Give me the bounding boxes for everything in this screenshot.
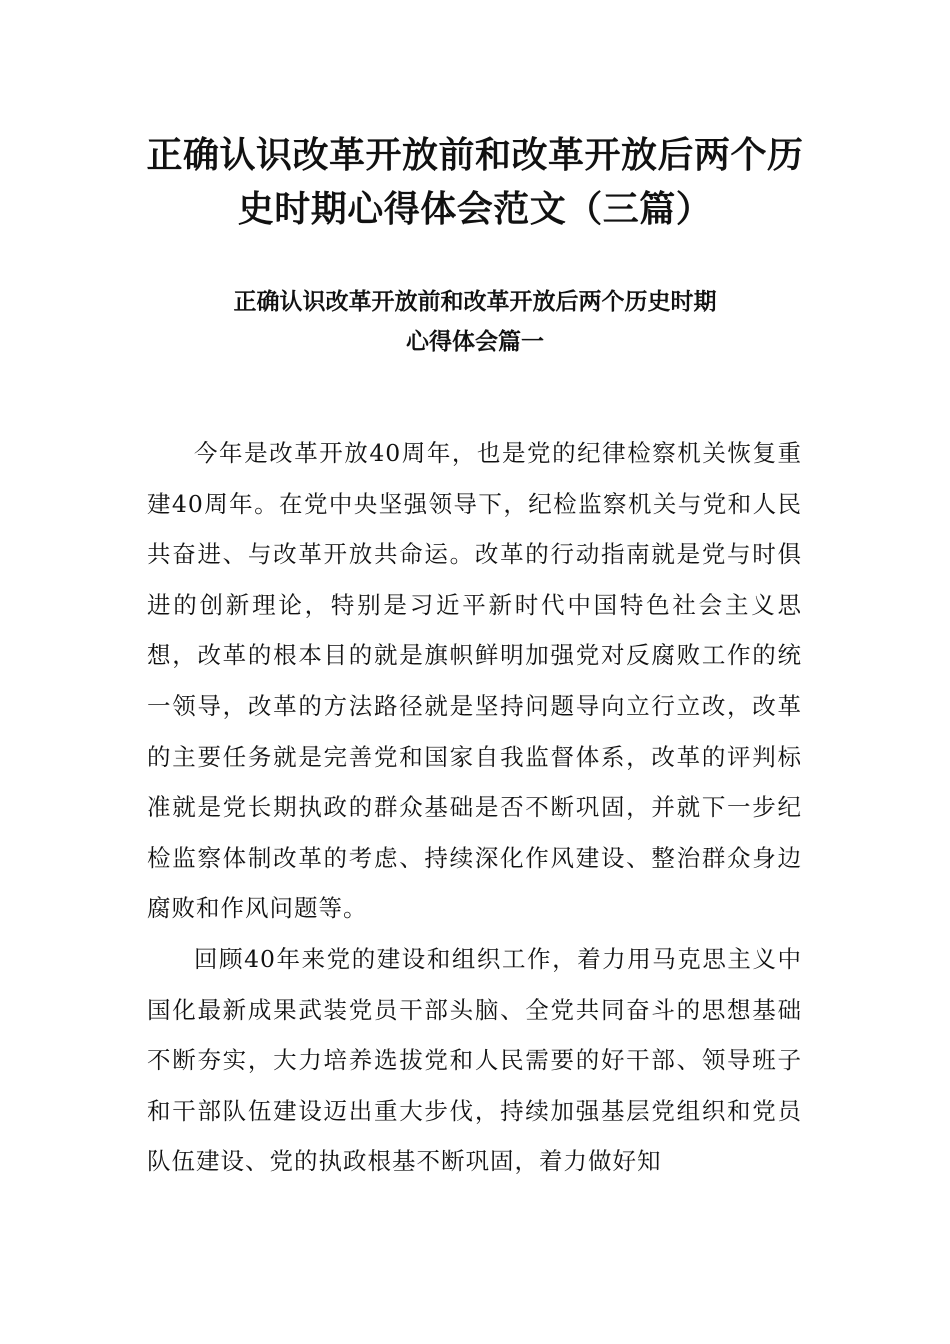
paragraph: 回顾40年来党的建设和组织工作，着力用马克思主义中国化最新成果武装党员干部头脑、全党共同奋斗的思想基础不断夯实，大力培养选拔党和人民需要的好干部、领导班子和干部队伍建设迈出重大步伐，持续加强基层党组织和党员队伍建设、党的执政根基不断巩固，着力做好知 bbox=[147, 944, 802, 1176]
document-title bbox=[140, 128, 810, 236]
section-heading bbox=[140, 282, 810, 362]
document-title-line-2: 史时期心得体会范文（三篇） bbox=[237, 188, 713, 230]
section-heading-line-2: 心得体会篇一 bbox=[406, 329, 544, 355]
body-text bbox=[147, 428, 802, 1187]
paragraph: 今年是改革开放40周年，也是党的纪律检察机关恢复重建40周年。在党中央坚强领导下，纪检监察机关与党和人民共奋进、与改革开放共命运。改革的行动指南就是党与时俱进的创新理论，特别是习近平新时代中国特色社会主义思想，改革的根本目的就是旗帜鲜明加强党对反腐败工作的统一领导，改革的方法路径就是坚持问题导向立行立改，改革的主要任务就是完善党和国家自我监督体系，改革的评判标准就是党长期执政的群众基础是否不断巩固，并就下一步纪检监察体制改革的考虑、持续深化作风建设、整治群众身边腐败和作风问题等。 bbox=[147, 439, 802, 923]
section-heading-line-1: 正确认识改革开放前和改革开放后两个历史时期 bbox=[233, 289, 717, 315]
document-title-line-1: 正确认识改革开放前和改革开放后两个历 bbox=[146, 134, 804, 176]
